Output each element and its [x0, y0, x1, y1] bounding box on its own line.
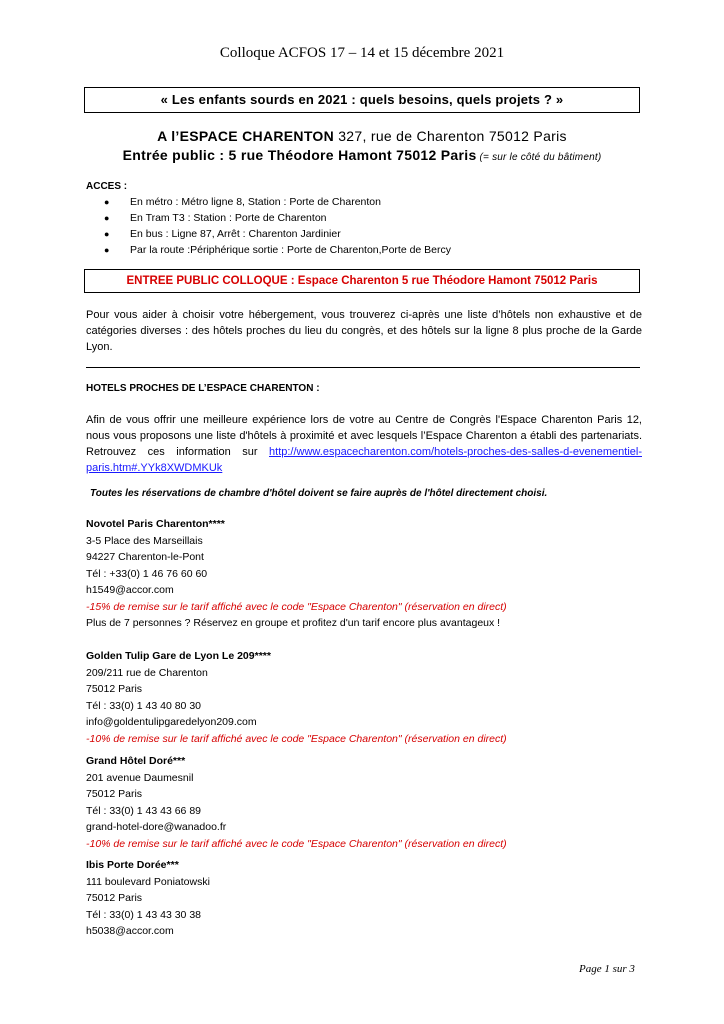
hotel-city: 75012 Paris	[86, 892, 143, 904]
hotel-address: 3-5 Place des Marseillais	[86, 534, 203, 547]
hotels-section-heading: HOTELS PROCHES DE L’ESPACE CHARENTON :	[86, 383, 320, 394]
acces-list	[104, 194, 451, 258]
venue-line-2	[0, 147, 724, 163]
venue-line-1	[0, 128, 724, 144]
espace-charenton-link[interactable]: http://www.espacecharenton.com/hotels-proches-des-salles-d-evenementiel-paris.htm#.YYk8XWDMKUk	[86, 446, 642, 474]
hotel-address: 209/211 rue de Charenton	[86, 666, 208, 679]
hotel-name: Golden Tulip Gare de Lyon Le 209****	[86, 650, 271, 662]
hotel-entry-golden-tulip	[86, 648, 507, 747]
hotel-address: 201 avenue Daumesnil	[86, 771, 194, 784]
venue-name: A l’ESPACE CHARENTON	[157, 128, 335, 144]
hotel-promo: -15% de remise sur le tarif affiché avec le code "Espace Charenton" (réservation en direct)	[86, 600, 507, 613]
hotel-email[interactable]: h5038@accor.com	[86, 925, 174, 937]
hotel-city: 75012 Paris	[86, 788, 143, 800]
acces-item-text: Par la route :Périphérique sortie : Porte de Charenton,Porte de Bercy	[130, 244, 452, 256]
hotel-address: 111 boulevard Poniatowski	[86, 875, 210, 888]
hotels-intro-text: Afin de vous offrir une meilleure expérience lors de votre au Centre de Congrès l'Espace Charenton Paris 12, nous vous proposons une liste d'hôtels à proximité et avec lesquels l’Espace Charenton a établi des partenariats. Retrouvez ces information sur	[86, 414, 642, 458]
public-entrance-box: ENTREE PUBLIC COLLOQUE : Espace Charenton 5 rue Théodore Hamont 75012 Paris	[84, 269, 640, 293]
intro-paragraph: Pour vous aider à choisir votre hébergement, vous trouverez ci-après une liste d’hôtels non exhaustive et de catégories diverses : des hôtels proches du lieu du congrès, et des hôtels sur la ligne 8 plus proche de la Garde Lyon.	[86, 309, 642, 353]
bullet-icon: ●	[104, 229, 110, 239]
hotels-intro-paragraph	[86, 412, 642, 476]
bullet-icon: ●	[104, 213, 110, 223]
hotel-name: Ibis Porte Dorée***	[86, 859, 179, 871]
hotel-name: Grand Hôtel Doré***	[86, 755, 186, 767]
hotel-email[interactable]: grand-hotel-dore@wanadoo.fr	[86, 821, 227, 833]
hotel-entry-grand-hotel-dore	[86, 753, 507, 852]
page-number: Page 1 sur 3	[579, 963, 635, 975]
hotel-group-note: Plus de 7 personnes ? Réservez en groupe et profitez d'un tarif encore plus avantageux !	[86, 617, 501, 629]
acces-item-tram	[104, 210, 451, 226]
hotel-phone: Tél : +33(0) 1 46 76 60 60	[86, 567, 208, 580]
acces-item-text: En bus : Ligne 87, Arrêt : Charenton Jardinier	[130, 228, 341, 240]
entrance-note: (= sur le côté du bâtiment)	[476, 152, 602, 163]
hotel-phone: Tél : 33(0) 1 43 43 30 38	[86, 908, 201, 921]
hotel-email[interactable]: info@goldentulipgaredelyon209.com	[86, 716, 257, 728]
hotel-city: 94227 Charenton-le-Pont	[86, 551, 204, 563]
venue-address: 327, rue de Charenton 75012 Paris	[334, 128, 567, 144]
hotel-entry-ibis	[86, 857, 210, 940]
hotel-entry-novotel	[86, 516, 507, 632]
acces-heading: ACCES :	[86, 181, 128, 192]
acces-item-metro	[104, 194, 451, 210]
hotel-promo: -10% de remise sur le tarif affiché avec le code "Espace Charenton" (réservation en direct)	[86, 732, 507, 745]
acces-item-text: En Tram T3 : Station : Porte de Charenton	[130, 212, 327, 224]
public-entrance: Entrée public : 5 rue Théodore Hamont 75012 Paris	[122, 147, 477, 163]
hotel-city: 75012 Paris	[86, 683, 143, 695]
acces-item-text: En métro : Métro ligne 8, Station : Porte de Charenton	[130, 196, 381, 208]
colloque-title-box: « Les enfants sourds en 2021 : quels besoins, quels projets ? »	[84, 87, 640, 113]
hotel-phone: Tél : 33(0) 1 43 40 80 30	[86, 699, 201, 712]
hotel-email[interactable]: h1549@accor.com	[86, 584, 174, 596]
bullet-icon: ●	[104, 197, 110, 207]
reservation-note: Toutes les réservations de chambre d'hôtel doivent se faire auprès de l'hôtel directement choisi.	[90, 488, 548, 499]
hotel-name: Novotel Paris Charenton****	[86, 518, 225, 530]
page-header: Colloque ACFOS 17 – 14 et 15 décembre 2021	[219, 45, 505, 61]
section-divider	[86, 367, 640, 368]
hotel-phone: Tél : 33(0) 1 43 43 66 89	[86, 804, 201, 817]
acces-item-bus	[104, 226, 451, 242]
acces-item-route	[104, 242, 451, 258]
bullet-icon: ●	[104, 245, 110, 255]
hotel-promo: -10% de remise sur le tarif affiché avec le code "Espace Charenton" (réservation en direct)	[86, 837, 507, 850]
